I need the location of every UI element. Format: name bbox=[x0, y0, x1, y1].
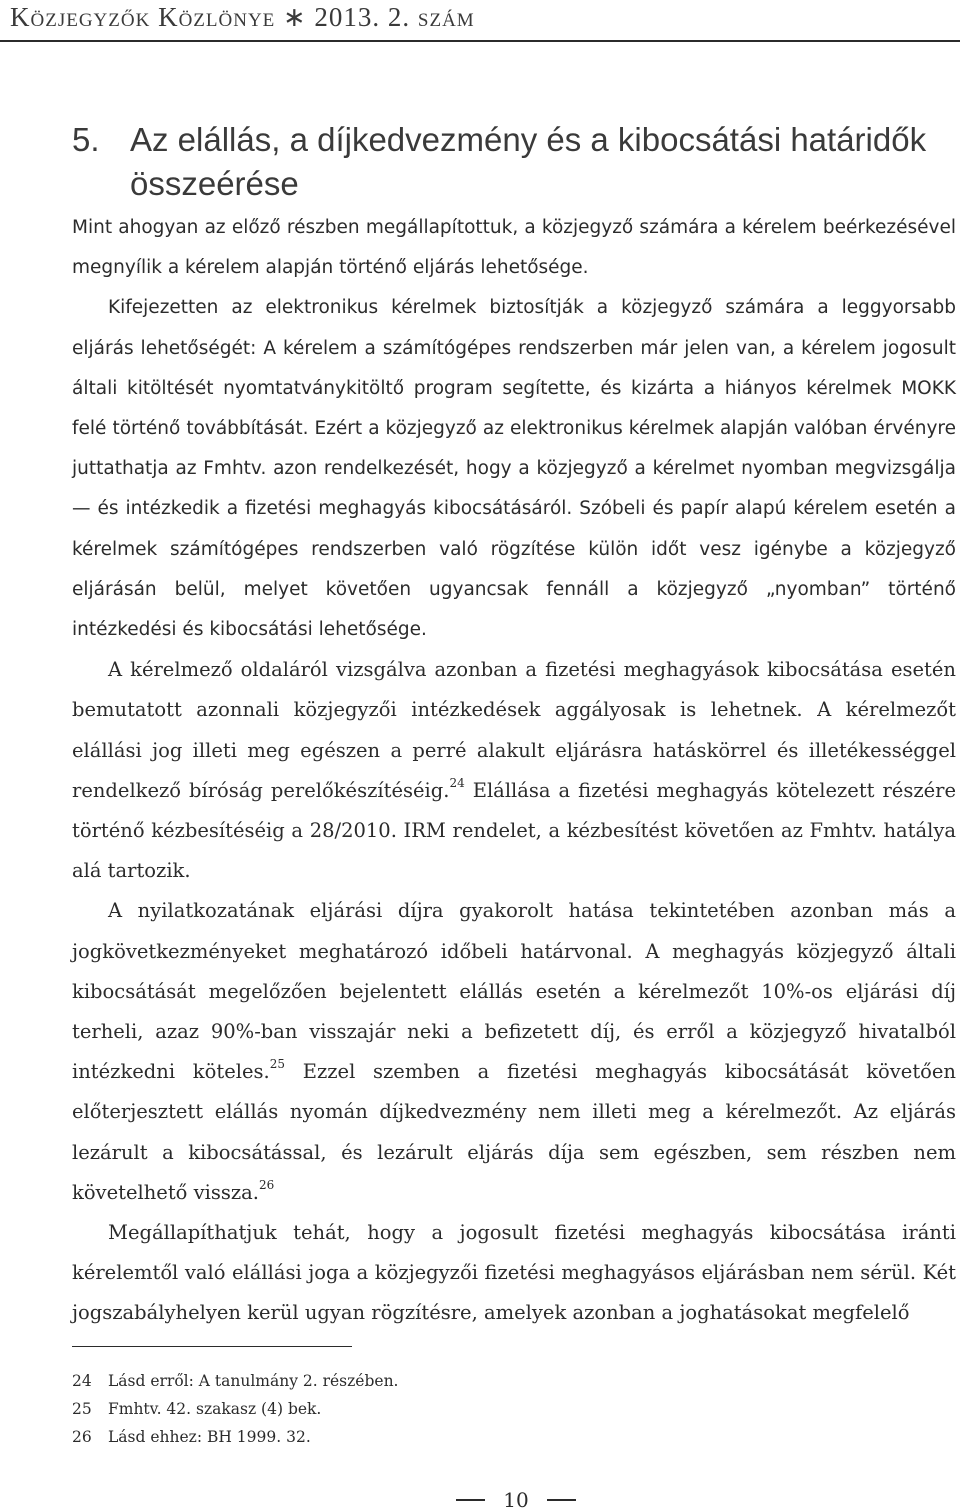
section-heading bbox=[72, 118, 952, 206]
footnote-number: 24 bbox=[72, 1372, 92, 1390]
footnote-item bbox=[72, 1395, 772, 1423]
section-title-line2: összeérése bbox=[130, 165, 299, 202]
paragraph-4-part-a: A nyilatkozatának eljárási díjra gyakorolt hatása tekintetében azonban más a jogkövetkezményeket meghatározó időbeli határvonal. A meghagyás közjegyző általi kibocsátását megelőzően bejelentett elállás esetén a kérelmezőt 10%-os eljárási díj terheli, azaz 90%-ban visszajár neki a befizetett díj, és erről a közjegyző hivatalból intézkedni köteles. bbox=[72, 899, 956, 1084]
page-number-dash-left bbox=[456, 1499, 485, 1501]
page-number-block bbox=[456, 1488, 576, 1512]
paragraph-1: Mint ahogyan az előző részben megállapítottuk, a közjegyző számára a kérelem beérkezésével megnyílik a kérelem alapján történő eljárás lehetősége. bbox=[72, 217, 956, 279]
footnote-ref-24[interactable]: 24 bbox=[449, 775, 465, 790]
footnote-ref-26[interactable]: 26 bbox=[258, 1177, 275, 1192]
header-rule bbox=[0, 40, 960, 42]
footnotes bbox=[72, 1367, 772, 1451]
page-number-dash-right bbox=[547, 1499, 576, 1501]
section-number: 5. bbox=[72, 121, 100, 158]
paragraph-3-part-b: Elállása a fizetési meghagyás kötelezett részére történő kézbesítéséig a 28/2010. IRM rendelet, a kézbesítést követően az Fmhtv. hatálya alá tartozik. bbox=[72, 778, 957, 883]
paragraph-3-part-a: A kérelmező oldaláról vizsgálva azonban a fizetési meghagyások kibocsátása esetén bemutatott azonnali közjegyzői intézkedések aggályosak is lehetnek. A kérelmezőt elállási jog illeti meg egészen a perré alakult eljárásra hatáskörrel és illetékességgel rendelkező bíróság perelőkészítéséig. bbox=[72, 658, 956, 802]
footnote-item bbox=[72, 1367, 772, 1395]
page-number: 10 bbox=[503, 1488, 529, 1512]
footnote-text: Lásd ehhez: BH 1999. 32. bbox=[108, 1428, 311, 1446]
footnote-number: 26 bbox=[72, 1428, 92, 1446]
footnote-item bbox=[72, 1423, 772, 1451]
footnote-text: Lásd erről: A tanulmány 2. részében. bbox=[108, 1372, 399, 1390]
body-text bbox=[72, 208, 956, 1334]
running-header: Közjegyzők Közlönye ∗ 2013. 2. szám bbox=[10, 2, 475, 32]
paragraph-5: Megállapíthatjuk tehát, hogy a jogosult fizetési meghagyás kibocsátása iránti kérelemtől való elállási joga a közjegyzői fizetési meghagyásos eljárásban nem sérül. Két jogszabályhelyen kerül ugyan rögzítésre, amelyek azonban a joghatásokat megfelelő bbox=[72, 1221, 956, 1325]
footnote-ref-25[interactable]: 25 bbox=[269, 1057, 286, 1072]
section-title-line1: Az elállás, a díjkedvezmény és a kibocsátási határidők bbox=[130, 121, 927, 158]
paragraph-2: Kifejezetten az elektronikus kérelmek biztosítják a közjegyző számára a leggyorsabb eljárás lehetőségét: A kérelem a számítógépes rendszerben már jelen van, a kérelem jogosult általi kitöltését nyomtatványkitöltő program segítette, és kizárta a hiányos kérelmek MOKK felé történő továbbítását. Ezért a közjegyző az elektronikus kérelmek alapján valóban érvényre juttathatja az Fmhtv. azon rendelkezését, hogy a közjegyző a kérelmet nyomban megvizsgálja — és intézkedik a fizetési meghagyás kibocsátásáról. Szóbeli és papír alapú kérelem esetén a kérelmek számítógépes rendszerben való rögzítése külön időt vesz igénybe a közjegyző eljárásán belül, melyet követően ugyancsak fennáll a közjegyző „nyomban” történő intézkedési és kibocsátási lehetősége. bbox=[72, 297, 956, 641]
footnote-number: 25 bbox=[72, 1400, 92, 1418]
footnote-text: Fmhtv. 42. szakasz (4) bek. bbox=[108, 1400, 322, 1418]
paragraph-3 bbox=[72, 650, 956, 891]
paragraph-4-part-b: Ezzel szemben a fizetési meghagyás kibocsátását követően előterjesztett elállás nyomán díjkedvezmény nem illeti meg a kérelmezőt. Az eljárás lezárult a kibocsátással, és lezárult eljárás díja sem egészben, sem részben nem követelhető vissza. bbox=[72, 1060, 956, 1204]
footnote-rule bbox=[72, 1346, 352, 1347]
paragraph-4 bbox=[72, 891, 956, 1213]
